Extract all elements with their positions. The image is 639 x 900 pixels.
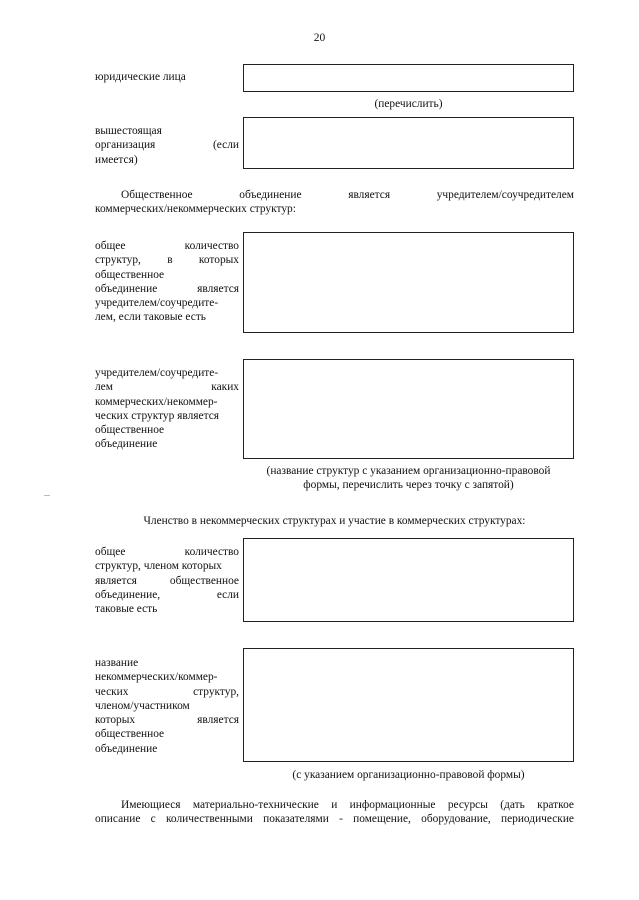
founder-count-field[interactable] xyxy=(243,232,574,333)
label-line: структур, в которых xyxy=(95,254,239,267)
label-line: учредителем/соучредите- xyxy=(95,367,219,379)
page-number: 20 xyxy=(313,32,326,44)
membership-heading: Членство в некоммерческих структурах и участие в коммерческих структурах: xyxy=(143,515,526,527)
membership-count-field[interactable] xyxy=(243,538,574,622)
membership-count-label xyxy=(95,545,239,616)
label-line: лем, если таковые есть xyxy=(95,311,206,324)
label-line: общественное xyxy=(95,268,165,281)
legal-entities-label xyxy=(95,70,239,84)
founder-paragraph xyxy=(95,188,574,217)
label-line: которых является xyxy=(95,714,239,727)
membership-names-note: (с указанием организационно-правовой формы) xyxy=(292,769,525,781)
scan-margin-mark xyxy=(44,495,50,496)
parent-org-field[interactable] xyxy=(243,117,574,169)
note-line: формы, перечислить через точку с запятой) xyxy=(303,479,514,492)
label-line: учредителем/соучредите- xyxy=(95,297,219,310)
label-line: коммерческих/некоммер- xyxy=(95,395,218,408)
label-line: членом/участником xyxy=(95,699,190,712)
label-line: объединение является xyxy=(95,282,239,295)
resources-paragraph xyxy=(95,798,574,827)
label-line: является общественное xyxy=(95,574,239,587)
label-line: имеется) xyxy=(95,153,138,166)
label-line: объединение xyxy=(95,438,158,451)
label-line: вышестоящая xyxy=(95,125,162,137)
label-line: общественное xyxy=(95,424,165,437)
paragraph-line: описание с количественными показателями - помещение, оборудование, периодические xyxy=(95,813,574,826)
paragraph-line: Общественное объединение является учредителем/соучредителем xyxy=(121,189,574,201)
label-line: общее количество xyxy=(95,546,239,558)
label-line: общественное xyxy=(95,728,165,741)
label-line: некоммерческих/коммер- xyxy=(95,671,218,684)
founder-count-label xyxy=(95,239,239,325)
label-line: организация (если xyxy=(95,139,239,152)
label-line: ческих структур является xyxy=(95,409,220,422)
label-line: таковые есть xyxy=(95,603,158,616)
note-line: (название структур с указанием организационно-правовой xyxy=(266,465,551,477)
legal-entities-note: (перечислить) xyxy=(374,98,443,110)
paragraph-line: коммерческих/некоммерческих структур: xyxy=(95,203,296,216)
label-line: юридические лица xyxy=(95,71,186,83)
label-line: структур, членом которых xyxy=(95,560,222,573)
legal-entities-field[interactable] xyxy=(243,64,574,92)
membership-names-label xyxy=(95,656,239,756)
founder-list-note xyxy=(243,464,574,493)
label-line: общее количество xyxy=(95,240,239,252)
parent-org-label xyxy=(95,124,239,167)
paragraph-line: Имеющиеся материально-технические и информационные ресурсы (дать краткое xyxy=(121,799,574,811)
founder-list-field[interactable] xyxy=(243,359,574,459)
label-line: объединение, если xyxy=(95,588,239,601)
label-line: лем каких xyxy=(95,381,239,394)
label-line: ческих структур, xyxy=(95,685,239,698)
label-line: объединение xyxy=(95,742,158,755)
founder-list-label xyxy=(95,366,239,452)
membership-names-field[interactable] xyxy=(243,648,574,762)
label-line: название xyxy=(95,657,139,669)
